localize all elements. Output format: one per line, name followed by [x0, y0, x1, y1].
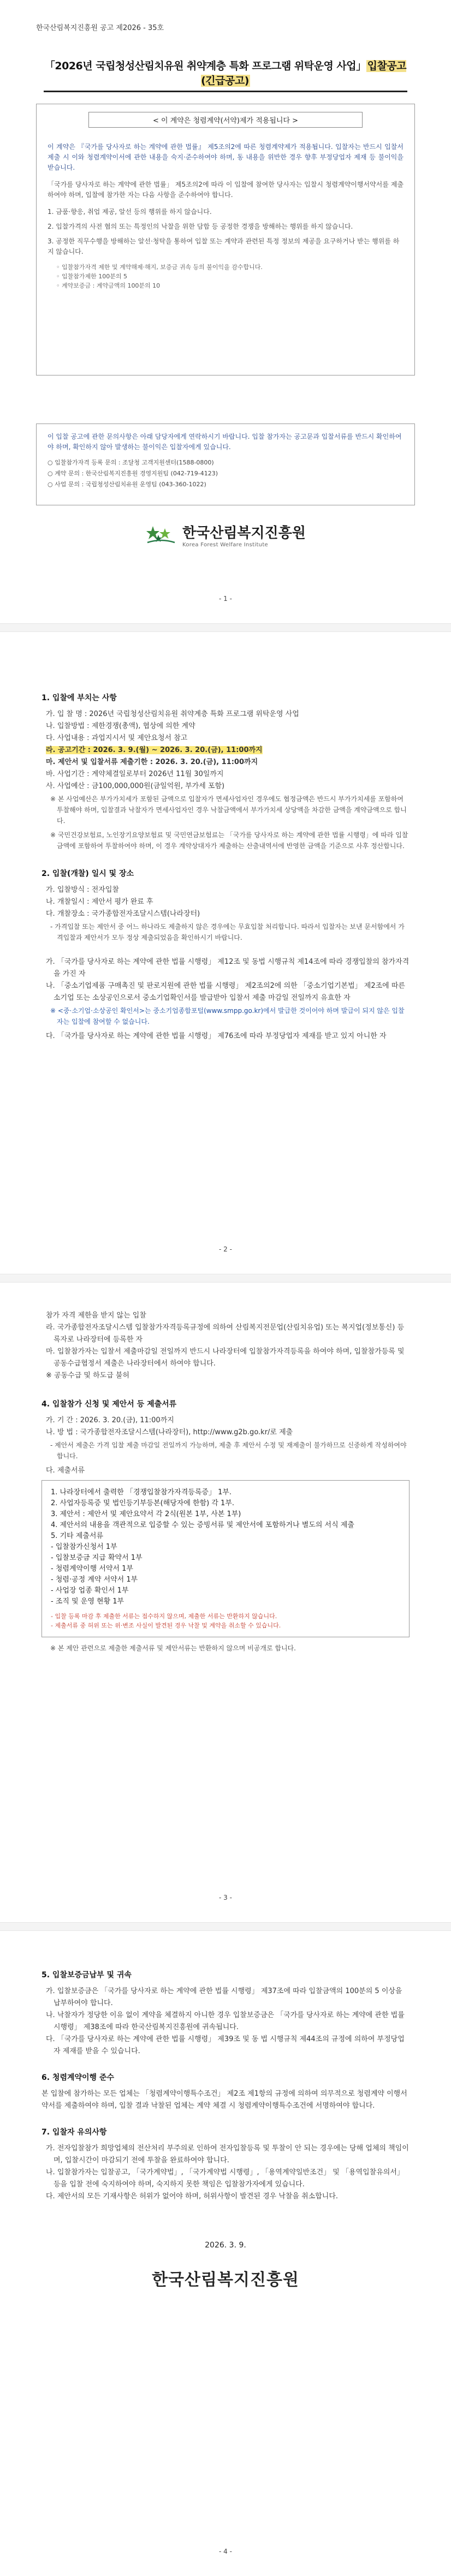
logo-name: 한국산림복지진흥원 — [182, 525, 306, 541]
section-7-item: 나. 입찰참가자는 입찰공고, 「국가계약법」, 「국가계약법 시행령」, 「용역계약일반조건」 및 「용역입찰유의서」 등을 입찰 전에 숙지하여야 하며, 숙지하지 못한 책임은 입찰참가자에게 있습니다. — [46, 2168, 404, 2189]
section-5-item: 다. 「국가를 당사자로 하는 계약에 관한 법률 시행령」 제39조 및 동 법 시행규칙 제44조의 규정에 의하여 부정당업자 제재를 받을 수 있습니다. — [46, 2035, 405, 2055]
section-2-item: 가. 입찰방식 : 전자입찰 — [46, 886, 119, 894]
page-number: - 1 - — [219, 595, 232, 603]
contact-row: ○ 입찰참가자격 등록 문의 : 조달청 고객지원센터(1588-0800) — [48, 459, 214, 466]
section-2-item: 다. 개찰장소 : 국가종합전자조달시스템(나라장터) — [46, 910, 200, 918]
submission-item: 4. 제안서의 내용을 객관적으로 입증할 수 있는 증빙서류 및 제안서에 포함하거나 별도의 서식 제출 — [51, 1521, 354, 1529]
logo-english-name: Korea Forest Welfare Institute — [182, 542, 268, 548]
section-2-item: 나. 개찰일시 : 제안서 평가 완료 후 — [46, 898, 153, 906]
page-separator — [0, 623, 451, 632]
section-2-note: - 가격입찰 또는 제안서 중 어느 하나라도 제출하지 않은 경우에는 무효입찰 처리합니다. 따라서 입찰자는 보낸 문서함에서 가격입찰과 제안서가 모두 정상 제출되었음을 확인하시기 바랍니다. — [50, 923, 405, 941]
section-1-item — [41, 744, 410, 756]
section-4-item: 나. 방 법 : 국가종합전자조달시스템(나라장터), http://www.g2b.go.kr/로 제출 — [46, 1428, 293, 1436]
integrity-paragraph-2: 「국가를 당사자로 하는 계약에 관한 법률」 제5조의2에 따라 이 입찰에 참여한 당사자는 입찰시 청렴계약이행서약서를 제출하여야 하며, 입찰에 참가한 자는 다음 사항을 준수하여야 합니다. — [48, 181, 403, 199]
section-5-title: 5. 입찰보증금납부 및 귀속 — [41, 1971, 132, 1979]
submission-item: 2. 사업자등록증 및 법인등기부등본(해당자에 한함) 각 1부. — [51, 1499, 235, 1507]
integrity-note: ◦ 계약보증금 : 계약금액의 100분의 10 — [56, 282, 161, 289]
institute-logo — [0, 522, 451, 548]
section-1-item: 다. 사업내용 : 과업지시서 및 제안요청서 참고 — [46, 734, 188, 742]
integrity-box-heading: < 이 계약은 청렴계약(서약)제가 적용됩니다 > — [88, 112, 363, 128]
signature-date: 2026. 3. 9. — [205, 2241, 246, 2250]
budget-note: ※ 본 사업예산은 부가가치세가 포함된 금액으로 입찰자가 면세사업자인 경우에도 협정금액은 반드시 부가가치세를 포함하여 투찰해야 하며, 입찰결과 낙찰자가 면세사업자인 경우 낙찰금액에서 부가가치세 상당액을 차감한 금액을 계약금액으로 합니다. — [50, 795, 407, 825]
title-block — [44, 58, 407, 92]
section-6-paragraph: 본 입찰에 참가하는 모든 업체는 「청렴계약이행특수조건」 제2조 제1항의 규정에 의하여 의무적으로 청렴계약 이행서약서를 제출하여야 하며, 입찰 결과 낙찰된 업체는 계약 체결 시 청렴계약이행특수조건에 서명하여야 합니다. — [41, 2090, 407, 2110]
submission-item: - 조직 및 운영 현황 1부 — [51, 1597, 124, 1606]
section-4-note-2: ※ 본 제안 관련으로 제출한 제출서류 및 제안서류는 반환하지 않으며 비공개로 합니다. — [50, 1644, 296, 1652]
page-number: - 4 - — [219, 2548, 232, 2555]
submission-item: 3. 제안서 : 제안서 및 제안요약서 각 2식(원본 1부, 사본 1부) — [51, 1510, 241, 1518]
submission-item: - 청렴·공정 계약 서약서 1부 — [51, 1576, 138, 1584]
section-1-item: 바. 사업기간 : 계약체결일로부터 2026년 11월 30일까지 — [46, 770, 224, 778]
document-title — [44, 58, 407, 87]
submission-item: 5. 기타 제출서류 — [51, 1532, 104, 1540]
contact-row: ○ 계약 문의 : 한국산림복지진흥원 경영지원팀 (042-719-4123) — [48, 470, 218, 477]
submission-warning: - 제출서류 중 허위 또는 위·변조 사실이 발견된 경우 낙찰 및 계약을 취소할 수 있습니다. — [51, 1622, 281, 1629]
page-4 — [0, 1931, 451, 2576]
section-7-item: 가. 전자입찰참가 희망업체의 전산처리 부주의로 인하여 전자입찰등록 및 투찰이 안 되는 경우에는 당해 업체의 책임이며, 입찰시간이 마감되기 전에 투찰을 완료하여야 합니다. — [46, 2144, 409, 2164]
eligibility-item: 마. 입찰참가자는 입찰서 제출마감일 전일까지 반드시 나라장터에 입찰참가자격등록을 하여야 하며, 입찰참가등록 및 공동수급협정서 제출은 나라장터에서 하여야 합니다. — [46, 1347, 405, 1368]
submission-deadline: 마. 제안서 및 입찰서류 제출기한 : 2026. 3. 20.(금), 11:00까지 — [46, 758, 258, 766]
title-main: 「2026년 국립청성산림치유원 취약계층 특화 프로그램 위탁운영 사업」 — [44, 60, 366, 72]
announcement-period: 라. 공고기간 : 2026. 3. 9.(월) ~ 2026. 3. 20.(금), 11:00까지 — [46, 746, 263, 754]
logo-text-block — [182, 522, 306, 548]
section-1-title: 1. 입찰에 부치는 사항 — [41, 694, 117, 702]
integrity-rule: 3. 공정한 직무수행을 방해하는 알선·청탁을 통하여 입찰 또는 계약과 관련된 특정 정보의 제공을 요구하거나 받는 행위를 하지 않습니다. — [48, 237, 400, 255]
title-underline — [44, 91, 407, 92]
integrity-note: ◦ 입찰참가자격 제한 및 계약해제·해지, 보증금 귀속 등의 불이익을 감수합니다. — [56, 264, 263, 271]
section-1-item — [41, 756, 410, 768]
notice-number: 한국산림복지진흥원 공고 제2026 - 35호 — [36, 24, 164, 32]
section-4-title: 4. 입찰참가 신청 및 제안서 등 제출서류 — [41, 1400, 177, 1409]
section-2-title: 2. 입찰(개찰) 일시 및 장소 — [41, 869, 134, 878]
eligibility-item: 다. 「국가를 당사자로 하는 계약에 관한 법률 시행령」 제76조에 따라 부정당업자 제재를 받고 있지 아니한 자 — [46, 1032, 387, 1040]
section-1-item: 사. 사업예산 : 금100,000,000원(금일억원, 부가세 포함) — [46, 782, 225, 790]
integrity-rule: 1. 금품·향응, 취업 제공, 알선 등의 행위를 하지 않습니다. — [48, 208, 212, 216]
eligibility-item: 가. 「국가를 당사자로 하는 계약에 관한 법률 시행령」 제12조 및 동법 시행규칙 제14조에 따라 경쟁입찰의 참가자격을 가진 자 — [46, 958, 410, 978]
page-1 — [0, 0, 451, 623]
contact-paragraph: 이 입찰 공고에 관한 문의사항은 아래 담당자에게 연락하시기 바랍니다. 입찰 참가자는 공고문과 입찰서류를 반드시 확인하여야 하며, 확인하지 않아 발생하는 불이익은 입찰자에게 있습니다. — [48, 433, 402, 451]
eligibility-item: 나. 「중소기업제품 구매촉진 및 판로지원에 관한 법률 시행령」 제2조의2에 의한 「중소기업기본법」 제2조에 따른 소기업 또는 소상공인으로서 중소기업확인서를 발급받아 입찰서 제출 마감일 전일까지 유효한 자 — [46, 982, 405, 1002]
submission-documents-box — [41, 1480, 410, 1637]
title-highlight: 입찰공고(긴급공고) — [201, 60, 407, 87]
section-5-item: 나. 낙찰자가 정당한 이유 없이 계약을 체결하지 아니한 경우 입찰보증금은 「국가를 당사자로 하는 계약에 관한 법률 시행령」 제38조에 따라 한국산림복지진흥원에 귀속됩니다. — [46, 2011, 405, 2031]
signature-block — [41, 2241, 410, 2290]
insurance-note: ※ 국민건강보험료, 노인장기요양보험료 및 국민연금보험료는 「국가를 당사자로 하는 계약에 관한 법률 시행령」에 따라 입찰금액에 포함하여 투찰하여야 하며, 이 경우 계약상대자가 제출하는 산출내역서에 반영한 금액을 기준으로 사후 정산합니다. — [50, 831, 408, 850]
integrity-paragraph-1: 이 계약은 『국가를 당사자로 하는 계약에 관한 법률』 제5조의2에 따른 청렴계약제가 적용됩니다. 입찰자는 반드시 입찰서 제출 시 이와 청렴계약이서에 관한 내용을 숙지·준수하여야 하며, 동 내용을 위반한 경우 향후 부정당업자 제재 등 불이익을 받습니다. — [48, 143, 403, 171]
page-number: - 3 - — [219, 1894, 232, 1901]
submission-item: - 사업장 업종 확인서 1부 — [51, 1587, 129, 1595]
signature-organization: 한국산림복지진흥원 — [152, 2270, 299, 2289]
section-4-item: 가. 기 간 : 2026. 3. 20.(금), 11:00까지 — [46, 1416, 174, 1424]
eligibility-item: ※ 공동수급 및 하도급 불허 — [46, 1372, 130, 1380]
submission-item: - 입찰참가신청서 1부 — [51, 1543, 117, 1551]
page-separator — [0, 1274, 451, 1283]
submission-documents-heading: 다. 제출서류 — [46, 1466, 85, 1475]
page-2 — [0, 632, 451, 1274]
section-1-item: 나. 입찰방법 : 제한경쟁(총액), 협상에 의한 계약 — [46, 722, 195, 730]
page-number: - 2 - — [219, 1245, 232, 1253]
sme-certificate-note: ※ <중·소기업·소상공인 확인서>는 중소기업종합포털(www.smpp.go.kr)에서 발급한 것이어야 하며 발급이 되지 않은 입찰자는 입찰에 참여할 수 없습니다. — [50, 1007, 405, 1025]
submission-item: - 입찰보증금 지급 확약서 1부 — [51, 1554, 143, 1562]
contact-row: ○ 사업 문의 : 국립청성산림치유원 운영팀 (043-360-1022) — [48, 481, 206, 488]
submission-item: 1. 나라장터에서 출력한 「경쟁입찰참가자격등록증」 1부. — [51, 1488, 232, 1496]
section-6-title: 6. 청렴계약이행 준수 — [41, 2073, 114, 2082]
integrity-rules-list — [48, 207, 403, 257]
eligibility-item: 라. 국가종합전자조달시스템 입찰참가자격등록규정에 의하여 산림복지전문업(산림치유업) 또는 복지업(정보통신) 등록자로 나라장터에 등록한 자 — [46, 1323, 405, 1344]
section-5-item: 가. 입찰보증금은 「국가를 당사자로 하는 계약에 관한 법률 시행령」 제37조에 따라 입찰금액의 100분의 5 이상을 납부하여야 합니다. — [46, 1987, 402, 2007]
contact-box — [36, 424, 415, 505]
integrity-contract-box — [36, 104, 415, 375]
section-7-item: 다. 제안서의 모든 기재사항은 허위가 없어야 하며, 허위사항이 발견된 경우 낙찰을 취소합니다. — [46, 2192, 339, 2201]
integrity-rule: 2. 입찰가격의 사전 협의 또는 특정인의 낙찰을 위한 담합 등 공정한 경쟁을 방해하는 행위를 하지 않습니다. — [48, 223, 353, 230]
section-1-item: 가. 입 찰 명 : 2026년 국립청성산림치유원 취약계층 특화 프로그램 위탁운영 사업 — [46, 710, 299, 718]
section-7-title: 7. 입찰자 유의사항 — [41, 2128, 107, 2137]
page-3 — [0, 1283, 451, 1922]
eligibility-item: 참가 자격 제한을 받지 않는 입찰 — [46, 1311, 146, 1320]
integrity-note: ◦ 입찰참가제한 100분의 5 — [56, 273, 127, 280]
forest-logo-icon — [145, 524, 177, 546]
submission-item: - 청렴계약이행 서약서 1부 — [51, 1565, 133, 1573]
submission-warning: - 입찰 등록 마감 후 제출한 서류는 접수하지 않으며, 제출한 서류는 반환하지 않습니다. — [51, 1613, 277, 1620]
page-separator — [0, 1922, 451, 1931]
section-4-note: - 제안서 제출은 가격 입찰 제출 마감일 전일까지 가능하며, 제출 후 제안서 수정 및 재제출이 불가하므로 신중하게 작성하여야 합니다. — [50, 1441, 407, 1460]
eligibility-note — [41, 1005, 410, 1027]
